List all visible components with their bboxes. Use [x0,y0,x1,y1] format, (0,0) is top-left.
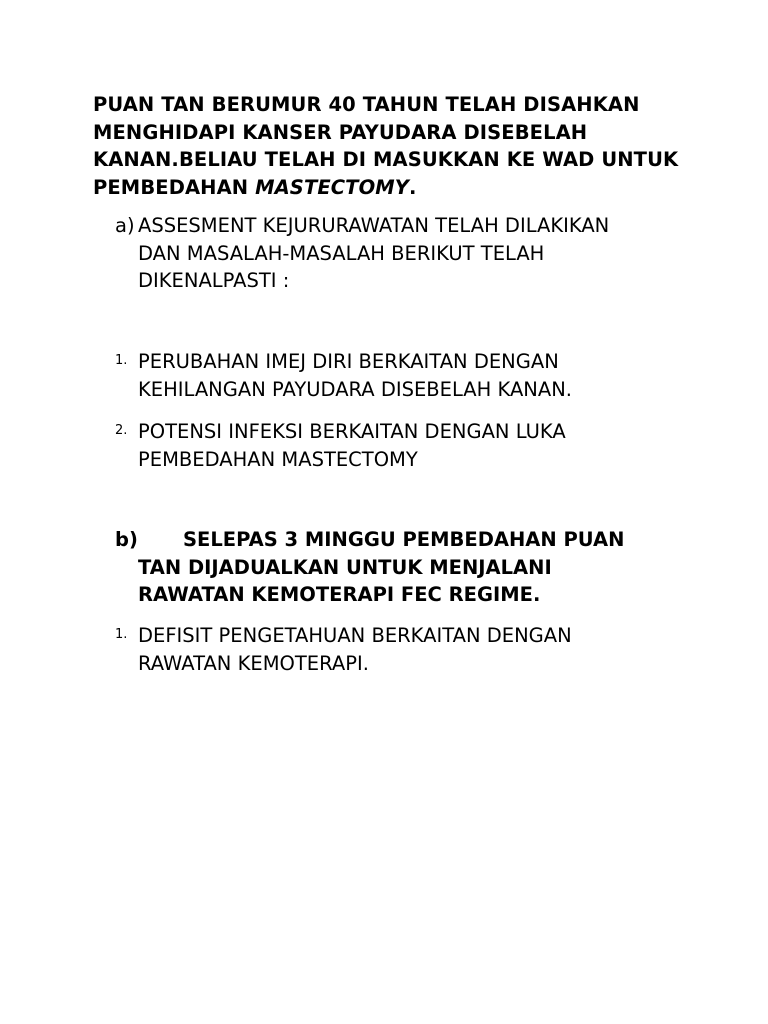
list-item-text: PERUBAHAN IMEJ DIRI BERKAITAN DENGAN KEHILANGAN PAYUDARA DISEBELAH KANAN. [138,350,572,401]
section-a-heading [115,212,735,295]
case-intro-paragraph [93,91,733,201]
case-intro-tail: . [409,175,417,199]
section-a-item-1 [115,348,735,403]
section-b-heading [115,526,735,609]
section-a-text: ASSESMENT KEJURURAWATAN TELAH DILAKIKAN DAN MASALAH-MASALAH BERIKUT TELAH DIKENALPASTI : [138,214,610,292]
list-item-text: DEFISIT PENGETAHUAN BERKAITAN DENGAN RAWATAN KEMOTERAPI. [138,624,572,675]
section-b-item-1 [115,622,735,677]
section-a-marker: a) [115,214,135,237]
section-a-item-2 [115,418,735,473]
list-item-text: POTENSI INFEKSI BERKAITAN DENGAN LUKA PEMBEDAHAN MASTECTOMY [138,420,566,471]
section-b-marker: b) [115,528,138,551]
list-item-number: 1. [115,627,128,642]
list-item-number: 1. [115,353,128,368]
section-b-text: TAN DIJADUALKAN UNTUK MENJALANI RAWATAN KEMOTERAPI FEC REGIME. [138,555,552,606]
case-intro-emphasis: MASTECTOMY [255,175,409,199]
section-b-first-line: SELEPAS 3 MINGGU PEMBEDAHAN PUAN [183,528,625,551]
case-intro-text: PUAN TAN BERUMUR 40 TAHUN TELAH DISAHKAN MENGHIDAPI KANSER PAYUDARA DISEBELAH KANAN.BELIAU TELAH DI MASUKKAN KE WAD UNTUK PEMBEDAHAN [93,93,679,199]
list-item-number: 2. [115,423,128,438]
